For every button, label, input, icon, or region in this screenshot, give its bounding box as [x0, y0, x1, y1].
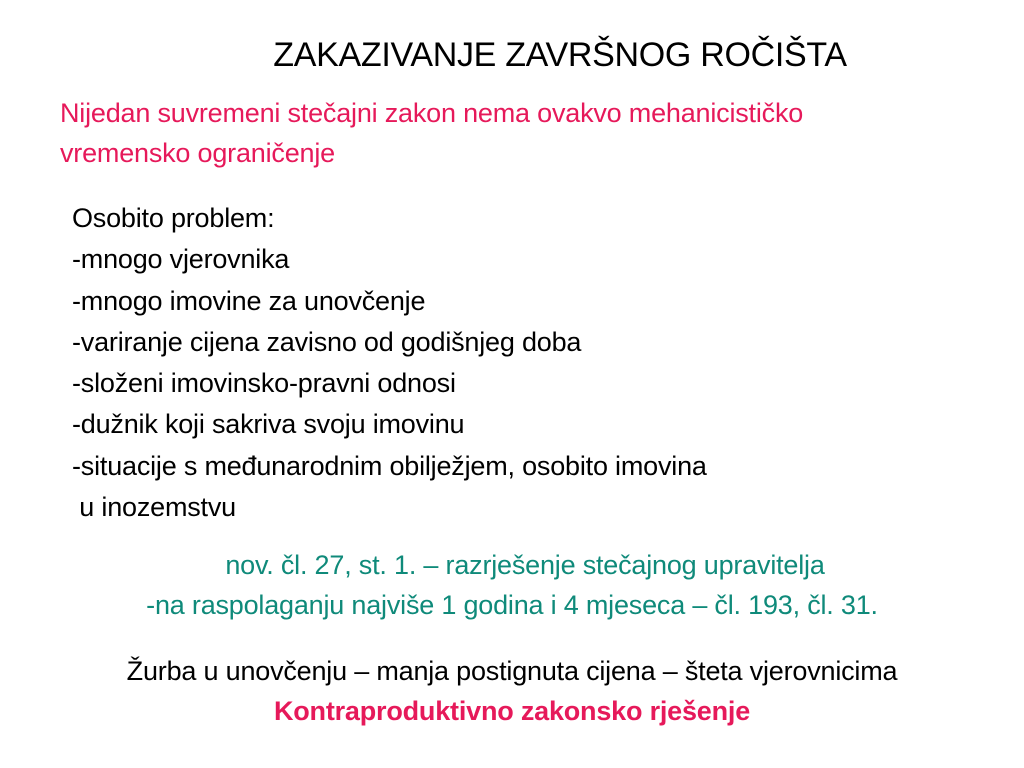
problem-item: -dužnik koji sakriva svoju imovinu [72, 409, 465, 440]
problem-item: -situacije s međunarodnim obilježjem, osobito imovina [72, 450, 707, 481]
problem-item: -mnogo vjerovnika [72, 244, 290, 275]
conclusion-emphasis: Kontraproduktivno zakonsko rješenje [273, 696, 751, 726]
law-reference [0, 545, 1024, 625]
problem-item: -složeni imovinsko-pravni odnosi [72, 368, 456, 399]
problem-item-continuation: u inozemstvu [72, 492, 236, 523]
problem-list [72, 198, 1012, 528]
intro-line: Nijedan suvremeni stečajni zakon nema ovakvo mehanicističko [60, 98, 804, 128]
law-line: nov. čl. 27, st. 1. – razrješenje stečajnog upravitelja [225, 550, 825, 580]
problem-heading: Osobito problem: [72, 203, 275, 233]
slide-title: ZAKAZIVANJE ZAVRŠNOG ROČIŠTA [273, 36, 847, 74]
intro-statement [60, 93, 1020, 173]
intro-line: vremensko ograničenje [60, 138, 335, 168]
conclusion [0, 651, 1024, 731]
problem-item: -mnogo imovine za unovčenje [72, 285, 426, 316]
conclusion-text: Žurba u unovčenju – manja postignuta cijena – šteta vjerovnicima [126, 656, 898, 686]
law-line: -na raspolaganju najviše 1 godina i 4 mjeseca – čl. 193, čl. 31. [146, 590, 878, 620]
problem-item: -variranje cijena zavisno od godišnjeg doba [72, 326, 582, 357]
